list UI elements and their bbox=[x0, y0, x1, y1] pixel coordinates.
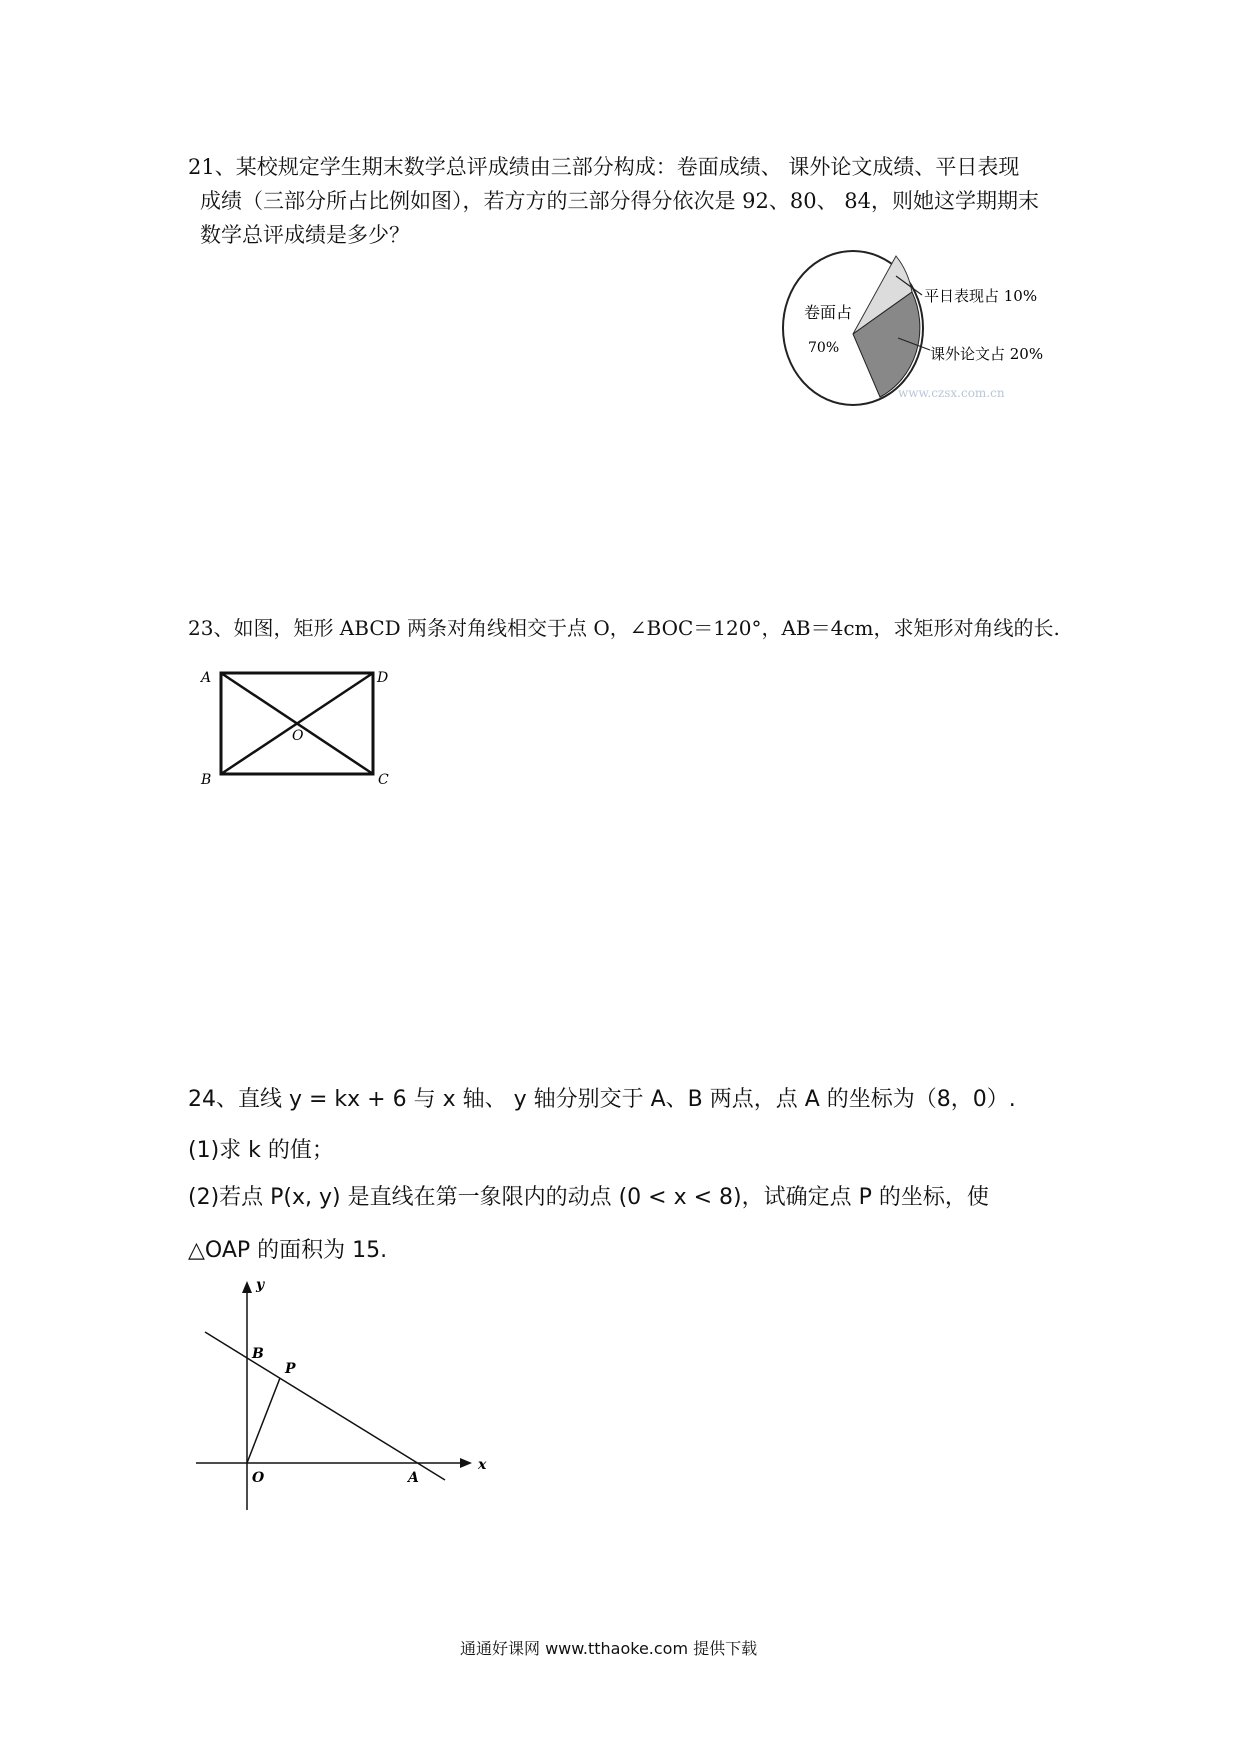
pie-label-exam: 卷面占 bbox=[804, 303, 853, 322]
label-B: B bbox=[201, 772, 212, 788]
q21-line-1: 21、某校规定学生期末数学总评成绩由三部分构成：卷面成绩、 课外论文成绩、平日表现 bbox=[188, 155, 1020, 179]
q24-line-4: △OAP 的面积为 15. bbox=[188, 1238, 388, 1263]
q24-coordinate-figure bbox=[190, 1275, 500, 1515]
q24-line-1: 24、直线 y = kx + 6 与 x 轴、 y 轴分别交于 A、B 两点，点 A 的坐标为（8，0）. bbox=[188, 1087, 1016, 1112]
pie-label-essay: 课外论文占 20% bbox=[930, 345, 1044, 363]
label-D: D bbox=[377, 670, 389, 686]
q24-line-3: (2)若点 P(x, y) 是直线在第一象限内的动点 (0 < x < 8)，试确定点 P 的坐标，使 bbox=[188, 1185, 989, 1210]
pie-label-exam-value: 70% bbox=[808, 340, 840, 356]
label-O: O bbox=[252, 1470, 265, 1486]
q23-text: 23、如图，矩形 ABCD 两条对角线相交于点 O，∠BOC＝120°，AB＝4cm，求矩形对角线的长. bbox=[188, 616, 1060, 640]
label-P: P bbox=[285, 1361, 296, 1377]
line-ab bbox=[205, 1332, 445, 1480]
label-A: A bbox=[201, 670, 212, 686]
label-B: B bbox=[252, 1346, 264, 1362]
label-C: C bbox=[378, 772, 389, 788]
pie-watermark: www.czsx.com.cn bbox=[898, 386, 1005, 400]
q21-line-2: 成绩（三部分所占比例如图），若方方的三部分得分依次是 92、80、 84，则她这学期期末 bbox=[200, 189, 1040, 213]
label-A: A bbox=[408, 1470, 419, 1486]
q21-line-3: 数学总评成绩是多少？ bbox=[200, 223, 410, 247]
label-x: x bbox=[478, 1457, 487, 1473]
q21-pie-figure bbox=[770, 250, 1070, 415]
q24-line-2: (1)求 k 的值； bbox=[188, 1138, 334, 1163]
q23-rectangle-figure bbox=[190, 660, 410, 795]
label-O: O bbox=[292, 728, 304, 744]
segment-op bbox=[247, 1378, 280, 1463]
page-footer: 通通好课网 www.tthaoke.com 提供下载 bbox=[460, 1639, 758, 1658]
pie-label-daily: 平日表现占 10% bbox=[924, 287, 1038, 305]
label-y: y bbox=[256, 1277, 265, 1293]
